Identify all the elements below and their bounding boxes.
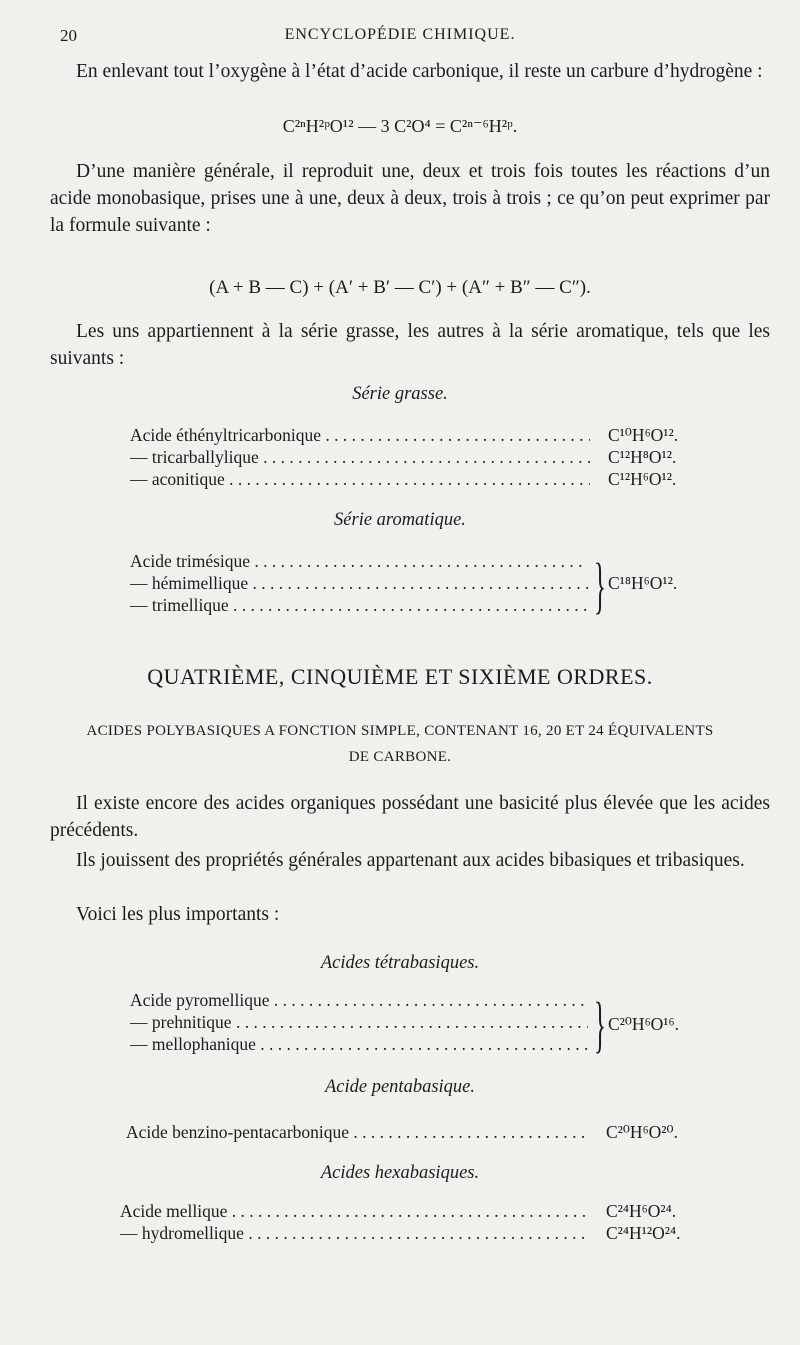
list-item	[130, 551, 590, 573]
list-item	[130, 1012, 590, 1034]
section-title-serie-grasse: Série grasse.	[352, 384, 448, 404]
list-item	[130, 447, 710, 469]
running-header	[0, 26, 800, 48]
paragraph-oxygene: En enlevant tout l’oxygène à l’état d’acide carbonique, il reste un carbure d’hydrogène :	[76, 61, 763, 82]
acid-name: — mellophanique . . .	[130, 1034, 588, 1055]
list-item	[130, 1034, 590, 1056]
subtitle-line-1: ACIDES POLYBASIQUES A FONCTION SIMPLE, CONTENANT 16, 20 ET 24 ÉQUIVALENTS	[86, 723, 714, 739]
list-item	[130, 990, 590, 1012]
running-title: ENCYCLOPÉDIE CHIMIQUE.	[284, 26, 516, 43]
brace-symbol: }	[594, 991, 606, 1059]
paragraph-series: Les uns appartiennent à la série grasse, les autres à la série aromatique, tels que les suivants :	[50, 321, 770, 369]
acid-formula: C²⁰H⁶O¹⁶.	[608, 1014, 680, 1034]
acid-name: — hydromellique . . .	[120, 1223, 586, 1244]
formula-general: (A + B — C) + (A′ + B′ — C′) + (A″ + B″ — C″).	[209, 277, 591, 298]
formula-carbure: C²ⁿH²ᵖO¹² — 3 C²O⁴ = C²ⁿ⁻⁶H²ᵖ.	[282, 116, 518, 136]
list-item	[120, 1223, 700, 1245]
acid-formula: C²⁴H¹²O²⁴.	[606, 1223, 681, 1243]
acid-formula: C²⁴H⁶O²⁴.	[606, 1201, 677, 1221]
list-item	[130, 469, 710, 491]
acid-name: — trimellique . . .	[130, 595, 588, 616]
acid-formula: C¹²H⁶O¹².	[608, 469, 677, 489]
paragraph-maniere-generale: D’une manière générale, il reproduit une, deux et trois fois toutes les réactions d’un acide monobasique, prises une à une, deux à deux, trois à trois ; ce qu’on peut exprimer par la formule suivante :	[50, 161, 770, 236]
acid-name: Acide mellique . . .	[120, 1201, 586, 1222]
acid-formula: C¹⁰H⁶O¹².	[608, 425, 679, 445]
acid-name: — aconitique . . .	[130, 469, 590, 490]
acid-name: — prehnitique . . .	[130, 1012, 588, 1033]
section-title-tetrabasiques: Acides tétrabasiques.	[320, 953, 480, 973]
acid-name: — tricarballylique . . .	[130, 447, 590, 468]
section-title-pentabasique: Acide pentabasique.	[324, 1077, 475, 1097]
section-title-serie-aromatique: Série aromatique.	[334, 510, 466, 530]
paragraph-proprietes: Ils jouissent des propriétés générales appartenant aux acides bibasiques et tribasiques.	[76, 850, 745, 871]
list-item	[130, 595, 590, 617]
list-item	[126, 1122, 706, 1144]
list-item	[130, 573, 590, 595]
paragraph-importants: Voici les plus importants :	[76, 904, 280, 925]
acid-formula: C¹⁸H⁶O¹².	[608, 573, 678, 593]
brace-symbol: }	[594, 552, 606, 620]
acid-formula: C²⁰H⁶O²⁰.	[606, 1122, 678, 1142]
list-item	[130, 425, 710, 447]
acid-name: Acide éthényltricarbonique . . .	[130, 425, 590, 446]
order-title: QUATRIÈME, CINQUIÈME ET SIXIÈME ORDRES.	[147, 664, 653, 689]
acid-name: Acide trimésique . . .	[130, 551, 588, 572]
page-number: 20	[60, 26, 77, 45]
acid-name: Acide pyromellique . . .	[130, 990, 588, 1011]
acid-name: — hémimellique . . .	[130, 573, 588, 594]
list-item	[120, 1201, 700, 1223]
section-title-hexabasiques: Acides hexabasiques.	[320, 1163, 480, 1183]
paragraph-basicite: Il existe encore des acides organiques possédant une basicité plus élevée que les acides précédents.	[50, 793, 770, 841]
acid-name: Acide benzino-pentacarbonique . . .	[126, 1122, 586, 1143]
subtitle-line-2: DE CARBONE.	[348, 749, 452, 765]
acid-formula: C¹²H⁸O¹².	[608, 447, 677, 467]
